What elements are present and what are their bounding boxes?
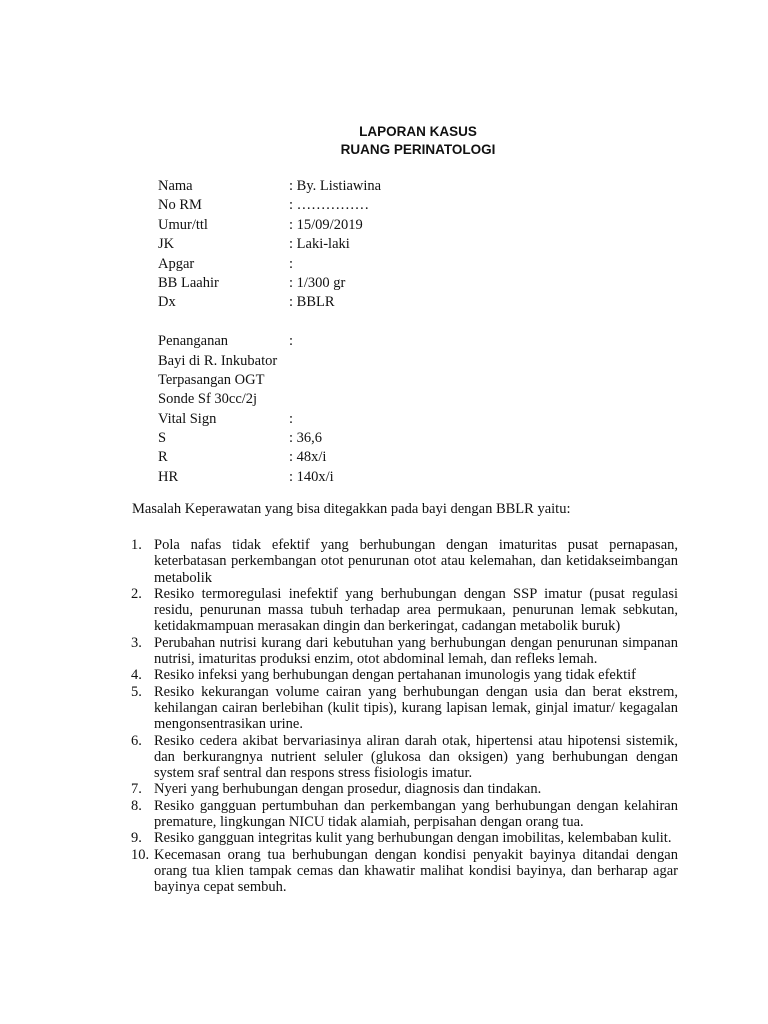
list-text: Kecemasan orang tua berhubungan dengan kondisi penyakit bayinya ditandai dengan orang tua klien tampak cemas dan khawatir malihat kondisi bayinya, dan berharap agar bayinya cepat sembuh. — [154, 846, 678, 896]
list-item — [131, 586, 678, 635]
list-item — [131, 733, 678, 782]
field-label: Sonde Sf 30cc/2j — [158, 391, 258, 408]
list-item — [131, 684, 678, 733]
field-label: Terpasangan OGT — [158, 371, 265, 388]
list-text: Resiko infeksi yang berhubungan dengan pertahanan imunologis yang tidak efektif — [154, 667, 636, 684]
field-value: : — [289, 255, 294, 272]
field-label: No RM — [158, 197, 202, 214]
field-value: : By. Listiawina — [289, 178, 382, 194]
document-title: LAPORAN KASUS — [359, 124, 477, 139]
document-subtitle: RUANG PERINATOLOGI — [340, 142, 496, 157]
field-value: : …………… — [289, 197, 370, 214]
field-value: : — [289, 333, 294, 350]
list-text: Resiko gangguan pertumbuhan dan perkembangan yang berhubungan dengan kelahiran premature, lingkungan NICU tidak alamiah, perpisahan dengan orang tua. — [154, 797, 678, 831]
list-text: Resiko gangguan integritas kulit yang berhubungan dengan imobilitas, kelembaban kulit. — [154, 830, 672, 847]
list-text: Resiko kekurangan volume cairan yang berhubungan dengan usia dan berat ekstrem, kehilangan cairan berlebihan (kulit tipis), kurang lapisan lemak, ginjal imatur/ kegagalan mengonsentrasikan urine. — [154, 683, 678, 733]
field-value: : 1/300 gr — [289, 274, 346, 291]
field-label: Dx — [158, 294, 176, 311]
field-label: Nama — [158, 178, 193, 194]
list-number: 6. — [131, 732, 142, 749]
field-value: : 15/09/2019 — [289, 216, 363, 233]
list-item — [131, 798, 678, 831]
list-number: 2. — [131, 585, 142, 602]
list-text: Pola nafas tidak efektif yang berhubungan dengan imaturitas pusat pernapasan, keterbatasan perkembangan otot penurunan otot atau kelemahan, dan ketidakseimbangan metabolik — [154, 537, 678, 586]
field-label: Penanganan — [158, 333, 229, 350]
list-text: Perubahan nutrisi kurang dari kebutuhan yang berhubungan dengan penurunan simpanan nutrisi, imaturitas produksi enzim, otot abdominal lemah, dan refleks lemah. — [154, 634, 678, 668]
list-item — [131, 781, 678, 797]
field-label: Apgar — [158, 255, 195, 272]
list-item — [131, 635, 678, 668]
field-value: : 48x/i — [289, 449, 327, 466]
field-label: Umur/ttl — [158, 216, 208, 233]
list-number: 8. — [131, 797, 142, 814]
list-number: 10. — [131, 846, 150, 863]
list-text: Nyeri yang berhubungan dengan prosedur, diagnosis dan tindakan. — [154, 781, 542, 798]
field-value: : Laki-laki — [289, 236, 350, 253]
field-label: S — [158, 430, 167, 447]
problems-intro: Masalah Keperawatan yang bisa ditegakkan pada bayi dengan BBLR yaitu: — [132, 501, 571, 517]
field-label: BB Laahir — [158, 274, 219, 291]
field-value: : 140x/i — [289, 468, 334, 485]
list-number: 4. — [131, 667, 142, 684]
list-number: 1. — [131, 537, 142, 553]
field-label: JK — [158, 236, 175, 253]
field-value: : — [289, 410, 294, 427]
list-number: 5. — [131, 683, 142, 700]
list-number: 7. — [131, 781, 142, 798]
list-item — [131, 830, 678, 846]
field-label: R — [158, 449, 168, 466]
list-item — [131, 847, 678, 896]
list-item — [131, 537, 678, 586]
list-item — [131, 667, 678, 683]
list-number: 3. — [131, 634, 142, 651]
field-label: HR — [158, 468, 179, 485]
list-text: Resiko termoregulasi inefektif yang berhubungan dengan SSP imatur (pusat regulasi residu, penurunan massa tubuh terhadap area permukaan, penurunan lemak sebkutan, ketidakmampuan merasakan dingin dan berkeringat, cadangan metabolik buruk) — [154, 585, 678, 635]
field-value: : 36,6 — [289, 430, 323, 447]
field-value: : BBLR — [289, 294, 335, 311]
field-label: Vital Sign — [158, 410, 217, 427]
list-text: Resiko cedera akibat bervariasinya aliran darah otak, hipertensi atau hipotensi sistemik, dan berkurangnya nutrient seluler (glukosa dan oksigen) yang berhubungan dengan system sraf sentral dan respons stress fisiologis imatur. — [154, 732, 678, 782]
list-number: 9. — [131, 830, 142, 847]
nursing-problems-list — [131, 537, 678, 896]
field-label: Bayi di R. Inkubator — [158, 352, 278, 369]
